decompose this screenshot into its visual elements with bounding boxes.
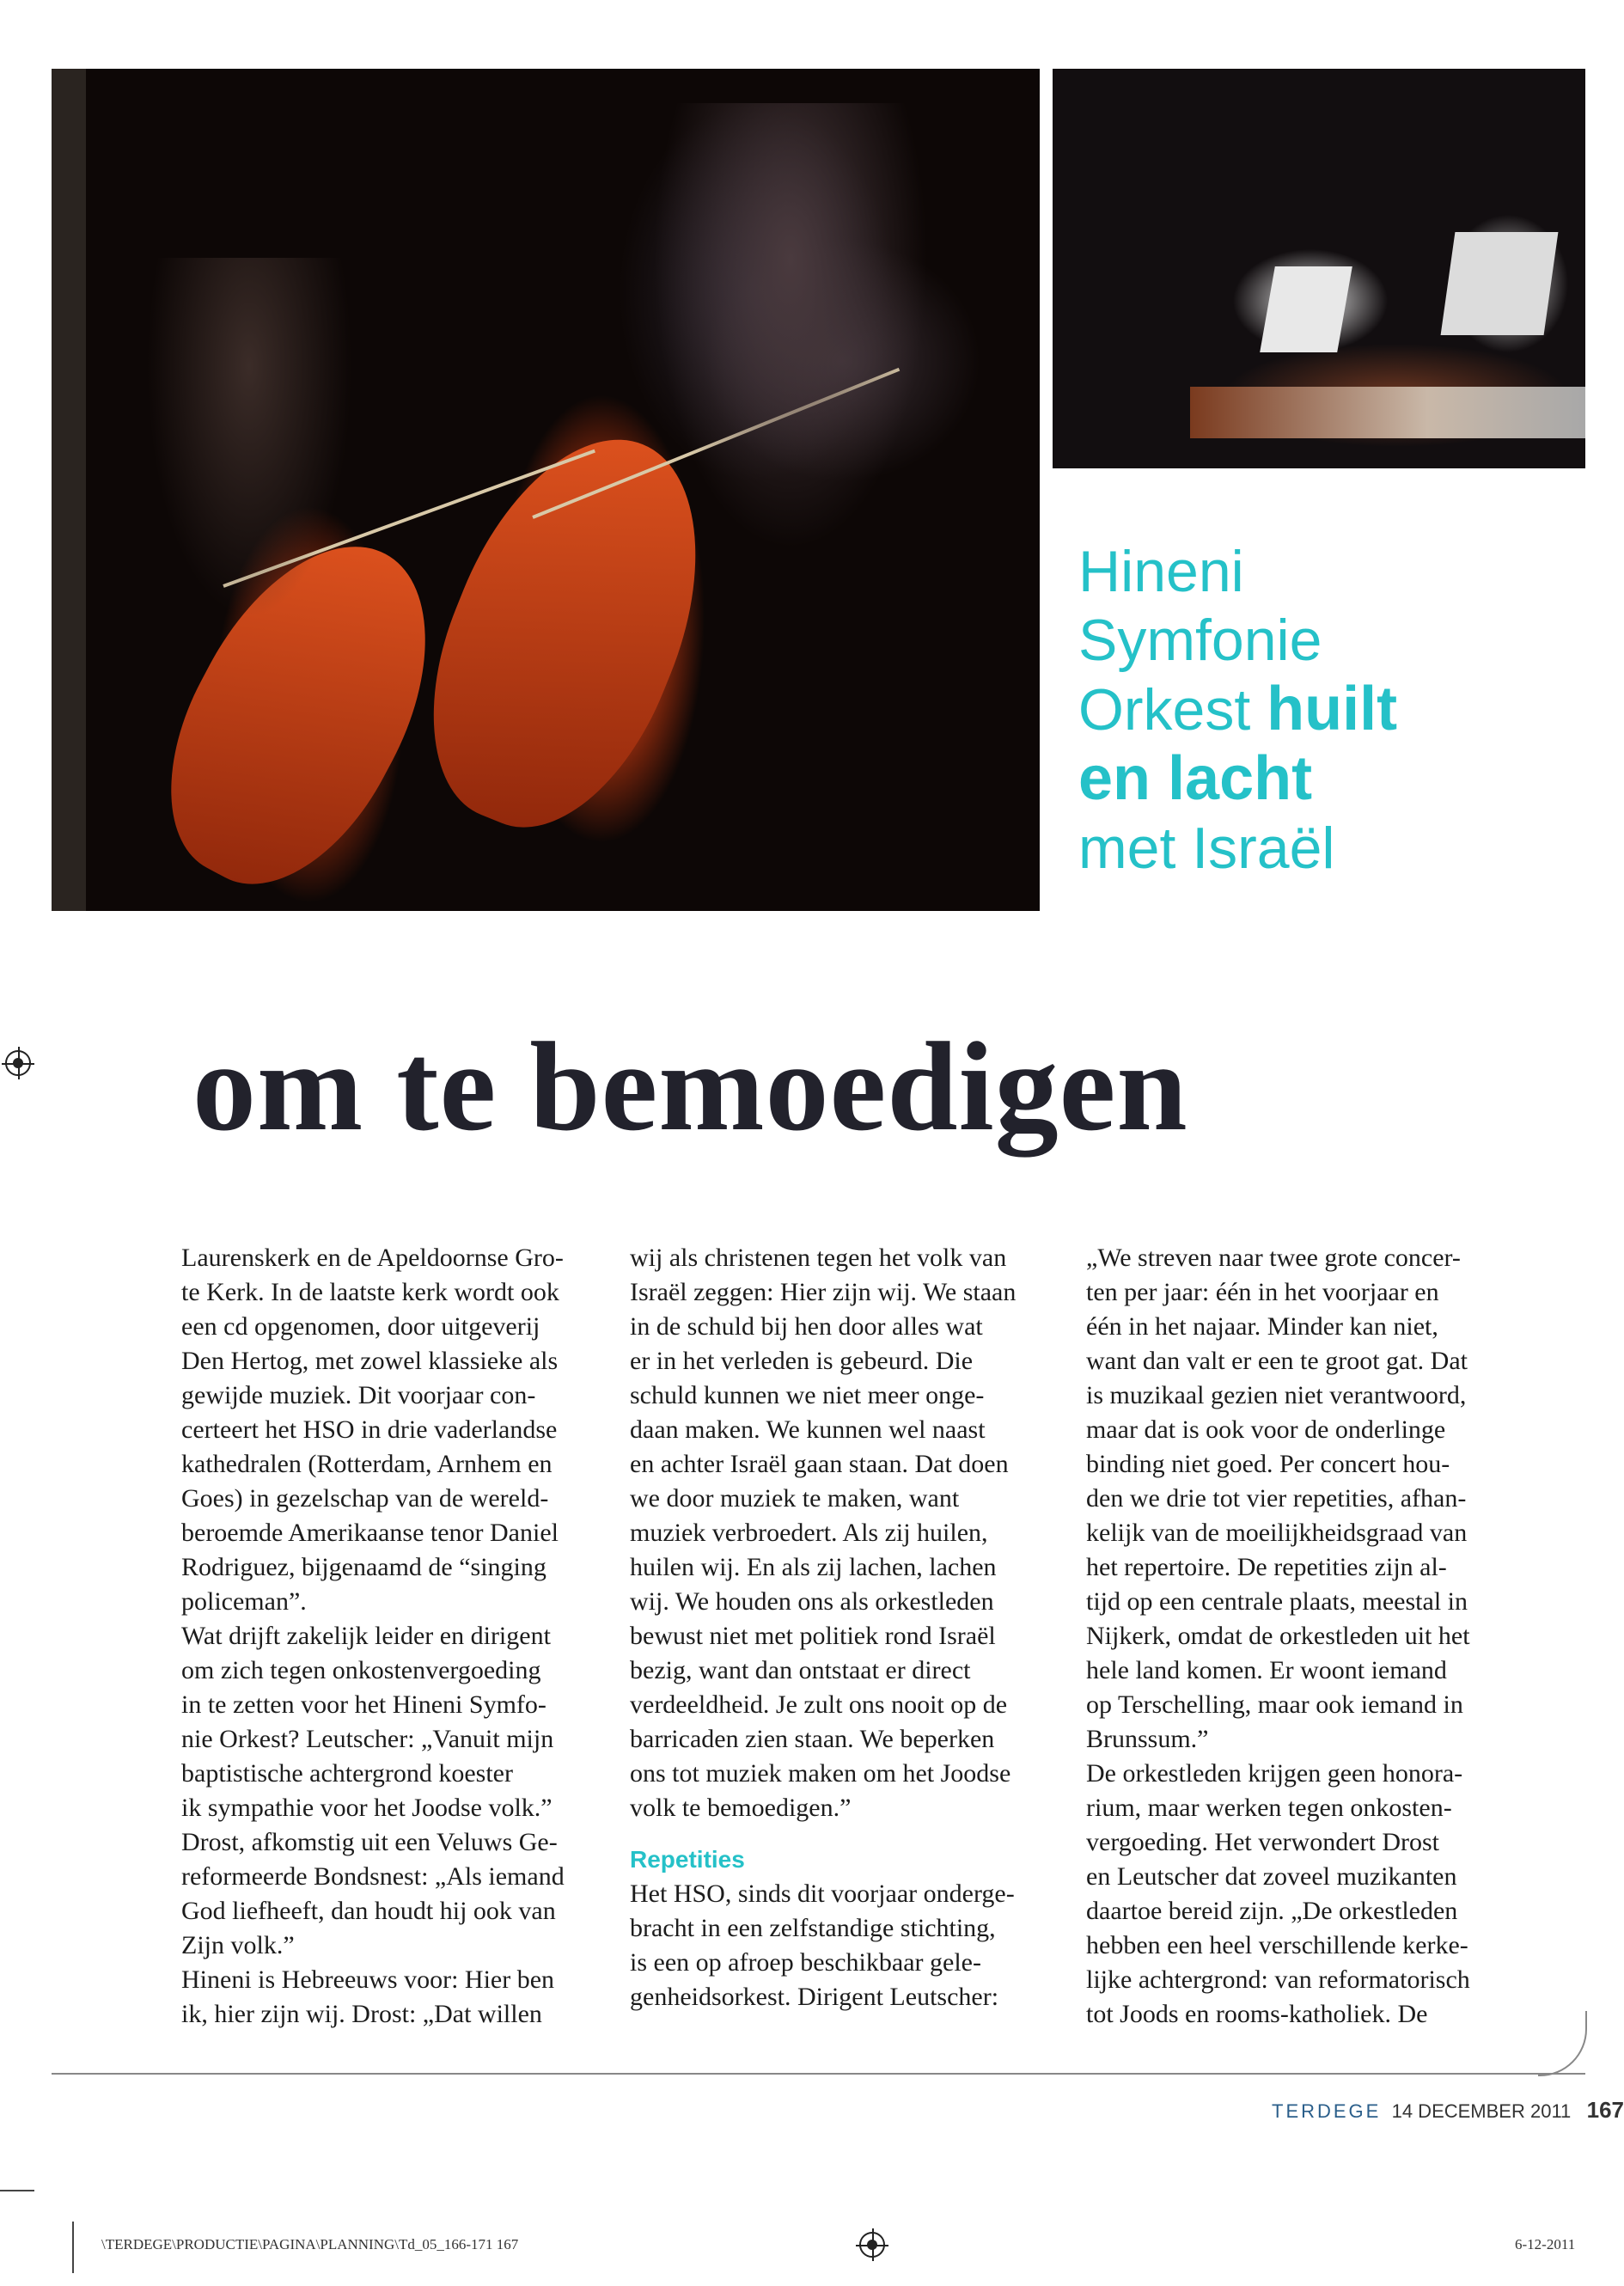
column-2-line: bewust niet met politiek rond Israël (630, 1622, 996, 1650)
main-heading: om te bemoedigen (192, 1017, 1188, 1158)
column-3-line: hele land komen. Er woont iemand (1086, 1656, 1447, 1684)
column-3-line: want dan valt er een te groot gat. Dat (1086, 1347, 1468, 1375)
column-1-line: Laurenskerk en de Apeldoornse Gro- (181, 1244, 564, 1272)
column-3-line: Brunssum.” (1086, 1725, 1209, 1753)
column-1-line: Goes) in gezelschap van de wereld- (181, 1484, 549, 1513)
column-1-line: beroemde Amerikaanse tenor Daniel (181, 1519, 559, 1547)
column-2-line: bezig, want dan ontstaat er direct (630, 1656, 971, 1684)
page-number: 167 (1586, 2097, 1624, 2123)
headline-line-3 (1078, 675, 1560, 744)
footer-date: 14 DECEMBER 2011 (1391, 2100, 1572, 2122)
column-1-line: Den Hertog, met zowel klassieke als (181, 1347, 559, 1375)
column-1 (181, 1241, 594, 2032)
column-2-line: we door muziek te maken, want (630, 1484, 960, 1513)
column-1-line: Zijn volk.” (181, 1931, 295, 1959)
column-2-line: volk te bemoedigen.” (630, 1794, 852, 1822)
headline-line-5: met Israël (1078, 816, 1335, 881)
column-1-line: Drost, afkomstig uit een Veluws Ge- (181, 1828, 558, 1856)
column-1-line: te Kerk. In de laatste kerk wordt ook (181, 1278, 559, 1306)
slug-path: \TERDEGE\PRODUCTIE\PAGINA\PLANNING\Td_05_166-171 167 (101, 2236, 519, 2252)
column-2-line: bracht in een zelfstandige stichting, (630, 1914, 996, 1942)
headline-huilt: huilt (1267, 675, 1398, 743)
column-1-line: ik sympathie voor het Joodse volk.” (181, 1794, 553, 1822)
column-3-line: den we drie tot vier repetities, afhan- (1086, 1484, 1467, 1513)
column-3-line: tot Joods en rooms-katholiek. De (1086, 2000, 1428, 2028)
crop-mark-vertical (72, 2222, 74, 2273)
column-1-line: God liefheeft, dan houdt hij ook van (181, 1897, 556, 1925)
column-2-line: Israël zeggen: Hier zijn wij. We staan (630, 1278, 1017, 1306)
headline-line-4 (1078, 744, 1560, 814)
column-1-line: Rodriguez, bijgenaamd de “singing (181, 1553, 546, 1581)
headline-line-2: Symfonie (1078, 608, 1322, 673)
column-2-line: huilen wij. En als zij lachen, lachen (630, 1553, 997, 1581)
headline-en-lacht: en lacht (1078, 744, 1313, 813)
column-1-line: certeert het HSO in drie vaderlandse (181, 1415, 558, 1444)
photo-divider (1044, 69, 1053, 911)
column-2-line: verdeeldheid. Je zult ons nooit op de (630, 1690, 1008, 1719)
column-3-line: rium, maar werken tegen onkosten- (1086, 1794, 1452, 1822)
column-1-line: nie Orkest? Leutscher: „Vanuit mijn (181, 1725, 554, 1753)
column-2-text-b (630, 1877, 1042, 2014)
column-2-line: genheidsorkest. Dirigent Leutscher: (630, 1983, 999, 2011)
cellists-photo (52, 69, 1040, 911)
photo-left-strip (52, 69, 86, 911)
column-2-line: muziek verbroedert. Als zij huilen, (630, 1519, 988, 1547)
xylophone-bars (1190, 387, 1585, 438)
column-2-line: in de schuld bij hen door alles wat (630, 1312, 983, 1341)
footer-brand: TERDEGE (1272, 2100, 1382, 2122)
column-1-line: Hineni is Hebreeuws voor: Hier ben (181, 1965, 555, 1994)
column-2-text-a (630, 1241, 1042, 1825)
headline-line-1: Hineni (1078, 539, 1244, 604)
column-1-line: kathedralen (Rotterdam, Arnhem en (181, 1450, 553, 1478)
column-2-line: Het HSO, sinds dit voorjaar onderge- (630, 1880, 1015, 1908)
subhead-repetities: Repetities (630, 1846, 745, 1873)
column-1-line: in te zetten voor het Hineni Symfo- (181, 1690, 546, 1719)
footer-rule (52, 2073, 1585, 2075)
column-3-line: maar dat is ook voor de onderlinge (1086, 1415, 1446, 1444)
registration-mark-bottom (859, 2232, 885, 2258)
column-2-line: ons tot muziek maken om het Joodse (630, 1759, 1011, 1788)
column-3-line: het repertoire. De repetities zijn al- (1086, 1553, 1447, 1581)
column-1-line: gewijde muziek. Dit voorjaar con- (181, 1381, 536, 1409)
column-1-line: reformeerde Bondsnest: „Als iemand (181, 1862, 565, 1891)
column-1-line: een cd opgenomen, door uitgeverij (181, 1312, 540, 1341)
music-stand-1 (1260, 266, 1352, 352)
column-3-line: De orkestleden krijgen geen honora- (1086, 1759, 1463, 1788)
column-3-line: één in het najaar. Minder kan niet, (1086, 1312, 1438, 1341)
cellist-right (653, 103, 928, 550)
footer-rule-corner (1538, 2011, 1587, 2076)
headline-orkest: Orkest (1078, 677, 1251, 743)
music-stand-2 (1441, 232, 1559, 335)
article-headline (1078, 537, 1560, 883)
column-2-line: is een op afroep beschikbaar gele- (630, 1948, 981, 1977)
column-1-line: om zich tegen onkostenvergoeding (181, 1656, 541, 1684)
column-3-line: tijd op een centrale plaats, meestal in (1086, 1587, 1468, 1616)
column-3-line: vergoeding. Het verwondert Drost (1086, 1828, 1440, 1856)
column-1-line: Wat drijft zakelijk leider en dirigent (181, 1622, 551, 1650)
column-3-line: kelijk van de moeilijkheidsgraad van (1086, 1519, 1468, 1547)
column-2-line: er in het verleden is gebeurd. Die (630, 1347, 974, 1375)
column-3-line: hebben een heel verschillende kerke- (1086, 1931, 1468, 1959)
column-3-line: binding niet goed. Per concert hou- (1086, 1450, 1450, 1478)
column-3-line: Nijkerk, omdat de orkestleden uit het (1086, 1622, 1470, 1650)
column-2-line: en achter Israël gaan staan. Dat doen (630, 1450, 1009, 1478)
xylophone-photo (1053, 69, 1585, 468)
column-1-line: policeman”. (181, 1587, 307, 1616)
column-3-line: is muzikaal gezien niet verantwoord, (1086, 1381, 1467, 1409)
cellist-left (146, 258, 352, 619)
column-3 (1086, 1241, 1499, 2032)
slug-date: 6-12-2011 (1515, 2236, 1576, 2252)
column-2-line: daan maken. We kunnen wel naast (630, 1415, 986, 1444)
column-3-line: op Terschelling, maar ook iemand in (1086, 1690, 1463, 1719)
crop-mark-bottom-left (0, 2190, 34, 2191)
column-3-line: daartoe bereid zijn. „De orkestleden (1086, 1897, 1458, 1925)
column-2-line: barricaden zien staan. We beperken (630, 1725, 995, 1753)
column-2 (630, 1241, 1042, 2014)
column-3-line: en Leutscher dat zoveel muzikanten (1086, 1862, 1457, 1891)
column-3-line: lijke achtergrond: van reformatorisch (1086, 1965, 1470, 1994)
column-1-line: baptistische achtergrond koester (181, 1759, 513, 1788)
column-2-line: wij als christenen tegen het volk van (630, 1244, 1007, 1272)
footer (1272, 2097, 1624, 2124)
column-1-line: ik, hier zijn wij. Drost: „Dat willen (181, 2000, 542, 2028)
registration-mark-left (5, 1050, 31, 1076)
column-2-line: wij. We houden ons als orkestleden (630, 1587, 994, 1616)
column-3-line: „We streven naar twee grote concer- (1086, 1244, 1461, 1272)
column-3-line: ten per jaar: één in het voorjaar en (1086, 1278, 1439, 1306)
column-2-line: schuld kunnen we niet meer onge- (630, 1381, 985, 1409)
